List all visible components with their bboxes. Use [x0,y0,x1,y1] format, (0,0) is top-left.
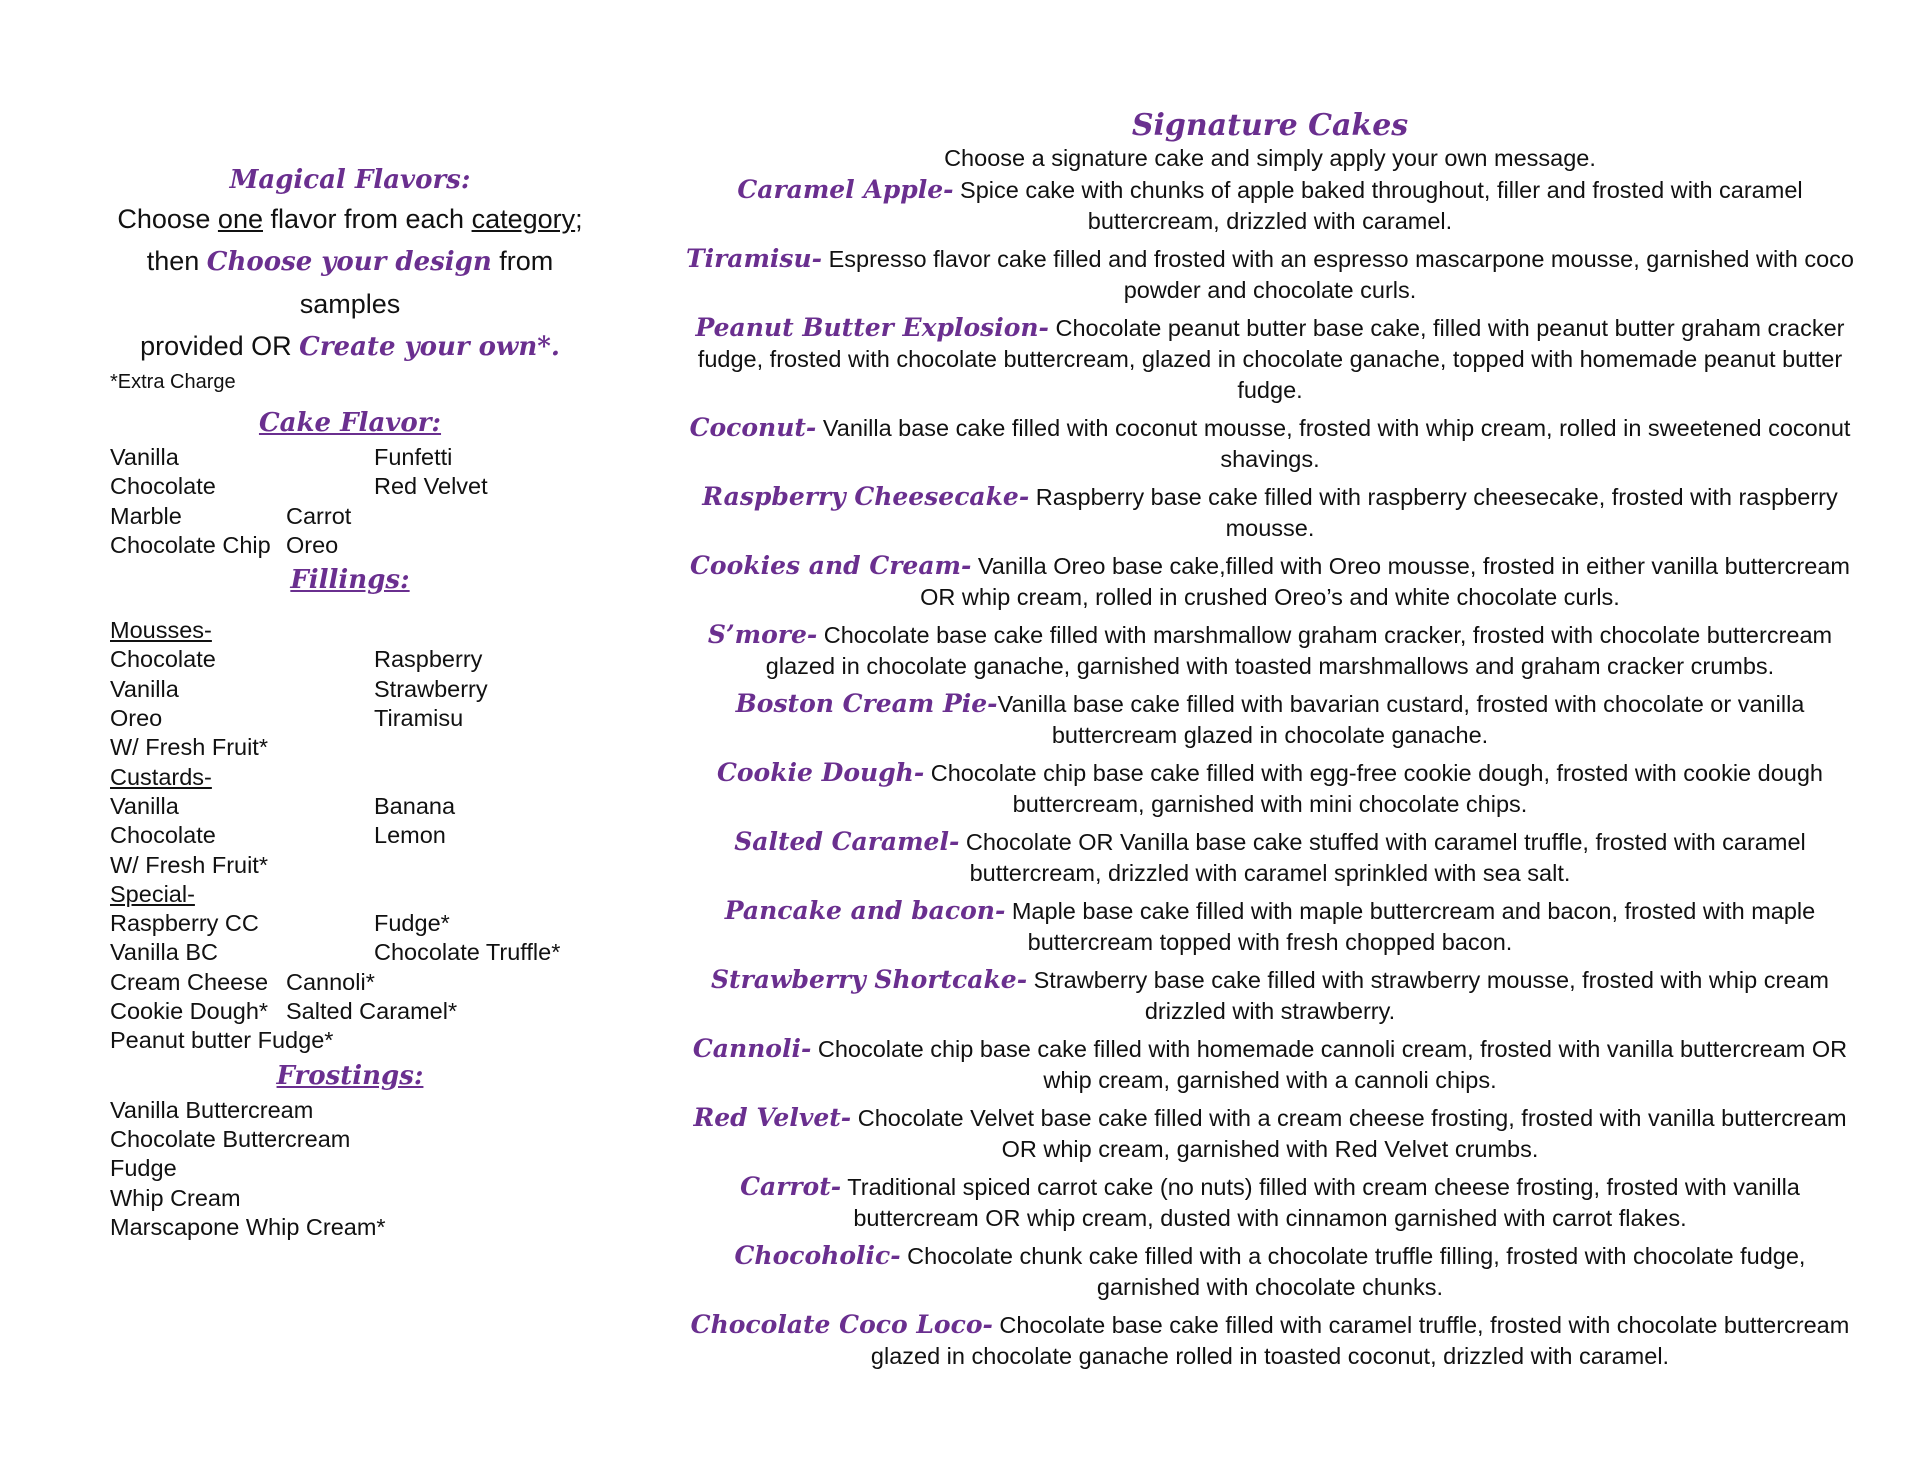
list-item: Oreo [286,531,339,558]
list-item: Banana [374,792,456,819]
frostings-title: Frostings: [276,1060,424,1091]
flavors-column [110,162,590,1242]
cake-name: Pancake and bacon- [724,896,1006,925]
list-item: Lemon [374,822,446,849]
cake-name: Raspberry Cheesecake- [702,482,1030,511]
signature-cakes-column [685,108,1855,1378]
cake-item [685,412,1855,475]
list-item: Vanilla [110,792,179,819]
cake-name: Peanut Butter Explosion- [695,313,1049,342]
list-item: Chocolate [110,822,216,849]
cake-item [685,619,1855,682]
cake-description: Vanilla base cake filled with coconut mousse, frosted with whip cream, rolled in sweetened coconut shavings. [816,415,1851,472]
intro-text: provided OR [140,331,300,361]
cake-description: Chocolate base cake filled with marshmallow graham cracker, frosted with chocolate buttercream glazed in chocolate ganache, garnished with toasted marshmallows and graham cracker crumbs. [765,622,1833,679]
frostings-list [110,1096,590,1242]
list-item: Cannoli* [286,968,375,995]
cake-description: Chocolate chunk cake filled with a chocolate truffle filling, frosted with chocolate fudge, garnished with chocolate chunks. [900,1243,1806,1300]
list-item: Red Velvet [374,473,488,500]
list-item: W/ Fresh Fruit* [110,851,268,878]
cake-name: Cookies and Cream- [690,551,972,580]
cake-item [685,757,1855,820]
list-item: Vanilla Buttercream [110,1096,314,1123]
cake-item [685,895,1855,958]
cake-flavor-list-a [110,443,590,502]
cake-item [685,481,1855,544]
cake-description: Espresso flavor cake filled and frosted with an espresso mascarpone mousse, garnished with coco powder and chocolate curls. [822,246,1854,303]
list-item: Vanilla [110,675,179,702]
cake-description: Chocolate OR Vanilla base cake stuffed with caramel truffle, frosted with caramel buttercream, drizzled with caramel sprinkled with sea salt. [959,829,1806,886]
cake-item [685,312,1855,406]
extra-charge-note: *Extra Charge [110,371,236,393]
cake-description: Chocolate peanut butter base cake, filled with peanut butter graham cracker fudge, frosted with chocolate buttercream, glazed in chocolate ganache, topped with homemade peanut butter fudge. [697,315,1845,403]
cake-description: Vanilla base cake filled with bavarian custard, frosted with chocolate or vanilla buttercream glazed in chocolate ganache. [997,691,1805,748]
cake-item [685,1240,1855,1303]
fillings-title: Fillings: [290,565,410,596]
cake-item [685,1033,1855,1096]
list-item [374,733,590,762]
list-item: Carrot [286,502,352,529]
mousses-label: Mousses- [110,617,212,644]
cake-name: Cookie Dough- [716,758,925,787]
cake-description: Chocolate base cake filled with caramel truffle, frosted with chocolate buttercream glazed in chocolate ganache rolled in toasted coconut, drizzled with caramel. [870,1312,1850,1369]
custards-list [110,792,590,880]
list-item: Vanilla [110,444,179,470]
intro-text: ; [575,204,583,234]
cake-item [685,1309,1855,1372]
cake-item [685,1102,1855,1165]
cake-name: Boston Cream Pie- [735,689,998,718]
cake-item [685,688,1855,751]
cake-description: Raspberry base cake filled with raspberry cheesecake, frosted with raspberry mousse. [1029,484,1838,541]
cake-name: Cannoli- [692,1034,812,1063]
cake-flavor-title: Cake Flavor: [258,408,442,438]
special-list-b [110,968,590,1027]
list-item: Fudge* [374,910,450,937]
intro-text: from samples [299,246,554,319]
intro-text: flavor from each [262,204,472,234]
signature-cakes-subtitle: Choose a signature cake and simply apply your own message. [944,145,1596,171]
cake-name: S’more- [707,620,818,649]
cake-description: Spice cake with chunks of apple baked throughout, filler and frosted with caramel buttercream, drizzled with caramel. [953,177,1803,234]
list-item: Chocolate Buttercream [110,1125,351,1152]
intro-one: one [217,204,263,234]
cake-item [685,1171,1855,1234]
list-item: Strawberry [374,675,488,702]
cake-item [685,550,1855,613]
signature-cakes-title: Signature Cakes [1131,108,1409,143]
cake-item [685,826,1855,889]
cake-description: Strawberry base cake filled with strawberry mousse, frosted with whip cream drizzled with strawberry. [1027,967,1829,1024]
intro-category: category [471,204,576,234]
cake-name: Carrot- [740,1172,842,1201]
list-item: Whip Cream [110,1184,241,1211]
cake-item [685,243,1855,306]
list-item: Peanut butter Fudge* [110,1027,334,1054]
cake-name: Tiramisu- [686,244,823,273]
custards-label: Custards- [110,763,212,790]
list-item: Cookie Dough* [110,998,269,1025]
cake-name: Chocolate Coco Loco- [690,1310,993,1339]
list-item: W/ Fresh Fruit* [110,734,268,761]
cake-name: Coconut- [689,413,817,442]
cake-description: Maple base cake filled with maple buttercream and bacon, frosted with maple buttercream topped with fresh chopped bacon. [1005,898,1816,955]
create-own-text: Create your own*. [299,332,560,362]
cake-flavor-list-b [110,502,590,561]
list-item: Salted Caramel* [286,998,458,1025]
cake-description: Chocolate chip base cake filled with egg-free cookie dough, frosted with cookie dough buttercream, garnished with mini chocolate chips. [924,760,1824,817]
list-item: Chocolate [110,646,216,673]
special-list-a [110,909,590,968]
list-item [374,851,590,880]
list-item: Funfetti [374,444,453,470]
magical-flavors-title: Magical Flavors: [229,165,471,195]
cake-name: Red Velvet- [693,1103,852,1132]
list-item: Vanilla BC [110,939,218,966]
list-item: Marble [110,502,182,529]
list-item: Chocolate [110,473,216,500]
flavors-intro [110,198,590,368]
cake-name: Chocoholic- [734,1241,901,1270]
cake-name: Salted Caramel- [734,827,960,856]
list-item: Tiramisu [374,705,464,732]
cake-item [685,174,1855,237]
special-list-c [110,1026,590,1055]
intro-text: Choose [117,204,218,234]
list-item: Oreo [110,705,163,732]
cake-description: Chocolate Velvet base cake filled with a cream cheese frosting, frosted with vanilla buttercream OR whip cream, garnished with Red Velvet crumbs. [851,1105,1847,1162]
list-item: Fudge [110,1155,177,1182]
cake-description: Traditional spiced carrot cake (no nuts) filled with cream cheese frosting, frosted with vanilla buttercream OR whip cream, dusted with cinnamon garnished with carrot flakes. [841,1174,1800,1231]
cake-description: Chocolate chip base cake filled with homemade cannoli cream, frosted with vanilla buttercream OR whip cream, garnished with a cannoli chips. [811,1036,1848,1093]
list-item: Chocolate Chip [110,531,271,558]
mousses-list [110,645,590,762]
list-item: Raspberry [374,646,483,673]
cake-name: Strawberry Shortcake- [710,965,1028,994]
intro-text: then [146,246,207,276]
choose-design-text: Choose your design [206,247,492,277]
cake-list [685,174,1855,1372]
cake-item [685,964,1855,1027]
list-item: Marscapone Whip Cream* [110,1213,386,1240]
list-item: Cream Cheese [110,968,269,995]
special-label: Special- [110,880,195,907]
list-item: Chocolate Truffle* [374,939,561,966]
cake-name: Caramel Apple- [737,175,954,204]
cake-description: Vanilla Oreo base cake,filled with Oreo mousse, frosted in either vanilla buttercream OR whip cream, rolled in crushed Oreo’s and white chocolate curls. [920,553,1850,610]
list-item: Raspberry CC [110,910,259,937]
